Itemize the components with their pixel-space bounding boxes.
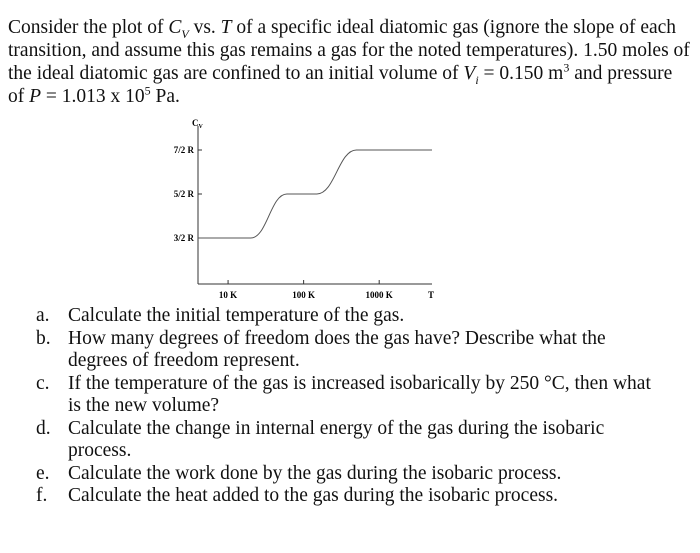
question-text: Calculate the change in internal energy of the gas during the isobaric process. — [68, 417, 605, 461]
question-list — [0, 305, 700, 508]
intro-text-4: = 0.150 m — [478, 63, 564, 84]
question-item — [0, 328, 668, 373]
intro-text-5: and pressure of — [8, 63, 673, 107]
y-tick-label: 3/2 R — [173, 233, 194, 243]
pressure-exponent: 5 — [144, 83, 151, 98]
question-text: How many degrees of freedom does the gas have? Describe what the degrees of freedom represent. — [68, 327, 606, 371]
question-item — [0, 373, 668, 418]
cv-vs-t-chart — [150, 114, 450, 304]
x-axis-label: T — [428, 290, 435, 300]
vi-main: V — [463, 63, 476, 84]
volume-exponent: 3 — [563, 60, 570, 75]
x-tick-label: 10 K — [218, 290, 238, 300]
problem-statement — [8, 16, 692, 108]
x-tick-label: 100 K — [292, 290, 316, 300]
question-letter: a. — [36, 305, 50, 326]
question-text: If the temperature of the gas is increased isobarically by 250 °C, then what is the new volume? — [68, 372, 651, 416]
question-item — [0, 463, 668, 486]
question-text: Calculate the initial temperature of the gas. — [68, 305, 405, 326]
intro-paragraph — [8, 16, 692, 108]
question-text: Calculate the heat added to the gas during the isobaric process. — [68, 485, 559, 506]
question-letter: d. — [36, 417, 51, 439]
y-axis-label: $C_V$ — [192, 118, 203, 130]
question-letter: b. — [36, 327, 51, 349]
vi-symbol — [463, 63, 479, 87]
cv-symbol — [168, 17, 189, 41]
question-letter: f. — [36, 485, 48, 506]
question-item — [0, 485, 668, 508]
intro-text-1: Consider the plot of — [8, 17, 169, 38]
p-symbol: P — [29, 86, 42, 107]
question-item — [0, 305, 668, 328]
question-letter: e. — [36, 462, 50, 484]
t-symbol: T — [220, 17, 232, 38]
intro-text-3: of a specific ideal diatomic gas (ignore the slope of each transition, and assume this gas remains a gas for the noted temperatures). 1.50 moles of the ideal diatomic gas are confined to an initial volume of — [8, 17, 690, 84]
intro-text-6: = 1.013 x 10 — [41, 86, 145, 107]
intro-text-2: vs. — [188, 17, 221, 38]
x-tick-label: 1000 K — [365, 290, 393, 300]
question-text: Calculate the work done by the gas during the isobaric process. — [68, 462, 562, 484]
question-item — [0, 418, 668, 463]
cv-main: C — [168, 17, 182, 38]
intro-text-7: Pa. — [150, 86, 180, 107]
cv-subscript: V — [181, 26, 189, 41]
y-tick-label: 7/2 R — [173, 145, 194, 155]
vi-subscript: i — [475, 72, 479, 87]
question-letter: c. — [36, 372, 50, 394]
cv-curve — [198, 150, 432, 238]
y-tick-label: 5/2 R — [173, 189, 194, 199]
